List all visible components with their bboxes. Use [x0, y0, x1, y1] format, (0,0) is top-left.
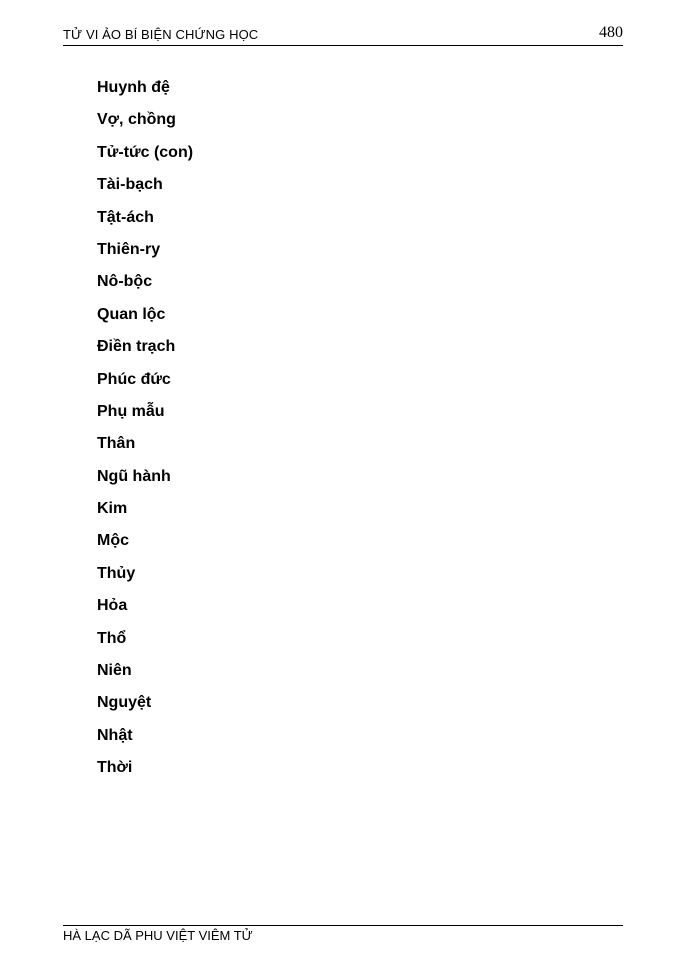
- footer-text: HÀ LẠC DÃ PHU VIỆT VIÊM TỬ: [63, 928, 253, 943]
- term-item: Thân: [97, 435, 136, 453]
- term-item: Thiên-ry: [97, 240, 161, 258]
- term-item: Nhật: [97, 726, 133, 744]
- page-number: 480: [599, 24, 623, 41]
- term-item: Tật-ách: [97, 208, 154, 226]
- term-item: Thủy: [97, 564, 136, 582]
- term-item: Điền trạch: [97, 338, 176, 356]
- term-item: Ngũ hành: [97, 467, 171, 485]
- term-item: Tài-bạch: [97, 176, 163, 194]
- term-item: Mộc: [97, 532, 129, 550]
- term-item: Thổ: [97, 629, 127, 647]
- term-item: Phúc đức: [97, 370, 171, 388]
- term-item: Niên: [97, 662, 132, 680]
- term-item: Thời: [97, 759, 133, 777]
- header-title: TỬ VI ẢO BÍ BIỆN CHỨNG HỌC: [63, 27, 259, 42]
- term-list: [97, 77, 193, 790]
- term-item: Kim: [97, 500, 128, 518]
- term-item: Hỏa: [97, 597, 128, 615]
- term-item: Nguyệt: [97, 694, 152, 712]
- term-item: Vợ, chồng: [97, 111, 176, 129]
- page-footer: [63, 925, 623, 943]
- term-item: Nô-bộc: [97, 273, 153, 291]
- term-item: Huynh đệ: [97, 79, 170, 96]
- term-item: Tử-tức (con): [97, 143, 194, 161]
- term-item: Phụ mẫu: [97, 402, 165, 420]
- term-item: Quan lộc: [97, 305, 166, 323]
- page-header: [63, 24, 623, 46]
